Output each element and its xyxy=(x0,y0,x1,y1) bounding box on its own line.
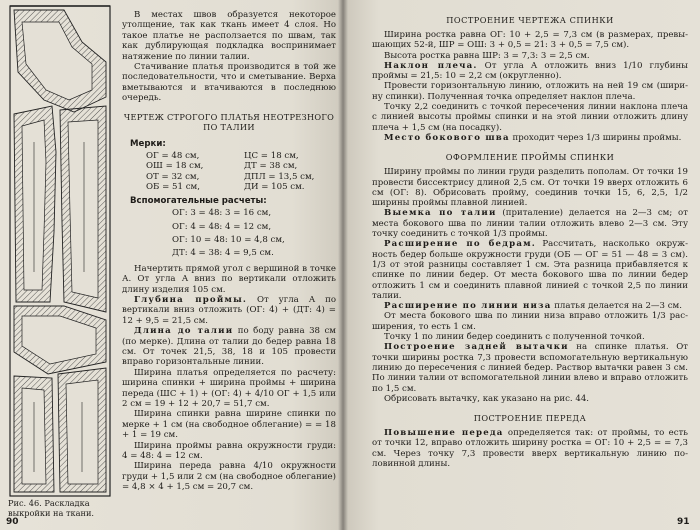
figure-caption: Рис. 46. Раскладка выкройки на ткани. xyxy=(8,498,95,518)
paragraph: В местах швов образуется некоторое утолщение, так как ткань имеет 4 слоя. Но такое платье не расползается по швам, так как дублирующая подкладка воспринимает натяжение по линии талии. xyxy=(122,10,336,62)
measure-item: ЦС = 18 см, xyxy=(244,151,299,162)
page-number-right: 91 xyxy=(677,517,690,527)
paragraph: Провести горизонтальную линию, отложить на ней 19 см (ширину спинки). Полученная точка определяет наклон плеча. xyxy=(372,81,688,102)
measures-grid xyxy=(146,151,336,193)
paragraph xyxy=(372,133,688,143)
paragraph-text: по боду равна 38 см (по мерке). Длина от талии до бедер равна 18 см. От точек 21,5, 38, 18 и 105 провести вправо горизонтальные линии. xyxy=(122,326,336,368)
term: Длина до талии xyxy=(134,326,234,337)
term: Место бокового шва xyxy=(384,132,510,143)
paragraph-text: Рассчитать, насколько окружность бедер больше окружности груди (ОБ — ОГ = 51 — 48 = 3 см). 1/3 от этой разницы составляет 1 см. Эта разница прибавляется к спинке по линии бедер. От места бокового шва по линии бедер отложить 1 см и соединить плавной линией с точкой 2,5 по линии талии. xyxy=(372,239,688,301)
measure-item: ДИ = 105 см. xyxy=(244,182,305,193)
term: Повышение переда xyxy=(384,428,504,439)
paragraph xyxy=(122,295,336,326)
paragraph-text: проходит через 1/3 ширины проймы. xyxy=(509,132,682,143)
aux-calcs-label: Вспомогательные расчеты: xyxy=(130,195,267,206)
aux-calc: ОГ: 10 = 48: 10 = 4,8 см, xyxy=(172,234,285,245)
paragraph: Обрисовать вытачку, как указано на рис. 44. xyxy=(384,393,590,404)
paragraph xyxy=(372,208,688,239)
term: Глубина проймы. xyxy=(134,294,248,305)
paragraph: Ширину проймы по линии груди разделить пополам. От точки 19 провести биссектрису длиной 2,5 см. От точки 19 вверх отложить 6 см (ОГ: 8). Обрисовать пройму, соединив точки 15, 6, 2,5, 1/2 ширины проймы плавной линией. xyxy=(372,167,688,209)
paragraph: Ширина проймы равна окружности груди: 4 = 48: 4 = 12 см. xyxy=(122,440,336,462)
term: Построение задней вытачки xyxy=(384,342,569,353)
measure-item: ДПЛ = 13,5 см, xyxy=(244,171,315,182)
paragraph-text: От угла А отложить вниз 1/10 глубины проймы = 21,5: 10 = 2,2 см (округленно). xyxy=(372,60,689,82)
paragraph: Стачивание платья производится в той же последовательности, что и сметывание. Верха вметываются и втачиваются в последнюю очередь. xyxy=(122,62,336,104)
measure-item: ОШ = 18 см, xyxy=(146,161,204,172)
paragraph-text: От угла А по вертикали вниз отложить (ОГ: 4) + (ДТ: 4) = 12 + 9,5 = 21,5 см. xyxy=(122,294,336,326)
paragraph: Ширина платья определяется по расчету: ширина спинки + ширина проймы + ширина переда (ШС + 1) + (ОГ: 4) + 4/10 ОГ + 1,5 или 2 см = 19 + 12 + 20,7 = 51,7 см. xyxy=(122,367,336,409)
right-text-column xyxy=(372,10,688,469)
paragraph-text: платья делается на 2—3 см. xyxy=(551,301,682,312)
paragraph-text: (приталение) делается на 2—3 см; от места бокового шва по линии талии отложить влево 2—3 см. Эту точку соединить с точкой 1/3 проймы. xyxy=(372,208,688,240)
paragraph xyxy=(372,301,688,311)
term: Расширение по бедрам. xyxy=(384,239,536,250)
paragraph xyxy=(372,239,688,301)
paragraph xyxy=(122,326,336,368)
aux-calc: ОГ: 4 = 48: 4 = 12 см, xyxy=(172,221,272,232)
term: Наклон плеча. xyxy=(384,60,478,71)
paragraph-text: на спинке платья. От точки ширины ростка 7,3 провести вспомогательную вертикальную линию до пересечения с линией бедер. Раствор вытачки равен 3 см. По линии талии от вспомогательной линии влево и вправо отложить по 1,5 см. xyxy=(372,342,688,394)
term: Расширение по линии низа xyxy=(384,301,552,312)
paragraph: Высота ростка равна ШР: 3 = 7,3: 3 = 2,5 см. xyxy=(384,50,590,61)
paragraph: Ширина спинки равна ширине спинки по мерке + 1 см (на свободное облегание) = = 18 + 1 = 19 см. xyxy=(122,409,336,441)
measure-item: ОБ = 51 см, xyxy=(146,182,200,193)
pattern-layout-drawing xyxy=(4,2,116,498)
term: Выемка по талии xyxy=(384,208,497,219)
left-page xyxy=(0,0,343,530)
paragraph: Ширина ростка равна ОГ: 10 + 2,5 = 7,3 см (в размерах, превышающих 52-й, ШР = ОШ: 3 + 0,5 = 21: 3 + 0,5 = 7,5 см). xyxy=(372,30,688,51)
paragraph: Точку 1 по линии бедер соединить с полученной точкой. xyxy=(384,332,645,343)
measures-label: Мерки: xyxy=(130,138,166,149)
book-gutter xyxy=(338,0,348,530)
measure-item: ДТ = 38 см, xyxy=(244,161,298,172)
aux-calc: ОГ: 3 = 48: 3 = 16 см, xyxy=(172,208,272,219)
paragraph: Точку 2,2 соединить с точкой пересечения линии наклона плеча с линией высоты проймы спинки и на этой линии отложить длину плеча + 1,5 см (на посадку). xyxy=(372,102,688,133)
section-heading-back: ПОСТРОЕНИЕ ЧЕРТЕЖА СПИНКИ xyxy=(446,15,614,25)
paragraph: От места бокового шва по линии низа вправо отложить 1/3 расширения, то есть 1 см. xyxy=(372,311,688,332)
paragraph xyxy=(372,428,688,469)
page-number-left: 90 xyxy=(6,517,19,527)
measure-item: ОГ = 48 см, xyxy=(146,151,200,162)
pattern-layout-figure xyxy=(4,2,116,518)
measure-item: ОТ = 32 см, xyxy=(146,171,200,182)
section-heading-front: ПОСТРОЕНИЕ ПЕРЕДА xyxy=(473,413,587,424)
left-text-column xyxy=(122,10,336,493)
paragraph-text: определяется так: от проймы, то есть от точки 12, вправо отложить ширину ростка = ОГ: 10 + 2,5 = = 7,3 см. Через точку 7,3 провести вверх вертикальную линию половинной длины. xyxy=(372,428,688,469)
paragraph xyxy=(372,342,688,393)
chapter-title: ЧЕРТЕЖ СТРОГОГО ПЛАТЬЯ НЕОТРЕЗНОГО ПО ТАЛИИ xyxy=(123,111,335,133)
paragraph: Начертить прямой угол с вершиной в точке А. От угла А вниз по вертикали отложить длину изделия 105 см. xyxy=(122,263,336,295)
paragraph xyxy=(372,61,688,82)
paragraph: Ширина переда равна 4/10 окружности груди + 1,5 или 2 см (на свободное облегание) = 4,8 × 4 + 1,5 см = 20,7 см. xyxy=(122,461,336,493)
aux-calc: ДТ: 4 = 38: 4 = 9,5 см. xyxy=(172,248,274,259)
section-heading-armhole: ОФОРМЛЕНИЕ ПРОЙМЫ СПИНКИ xyxy=(445,152,615,163)
